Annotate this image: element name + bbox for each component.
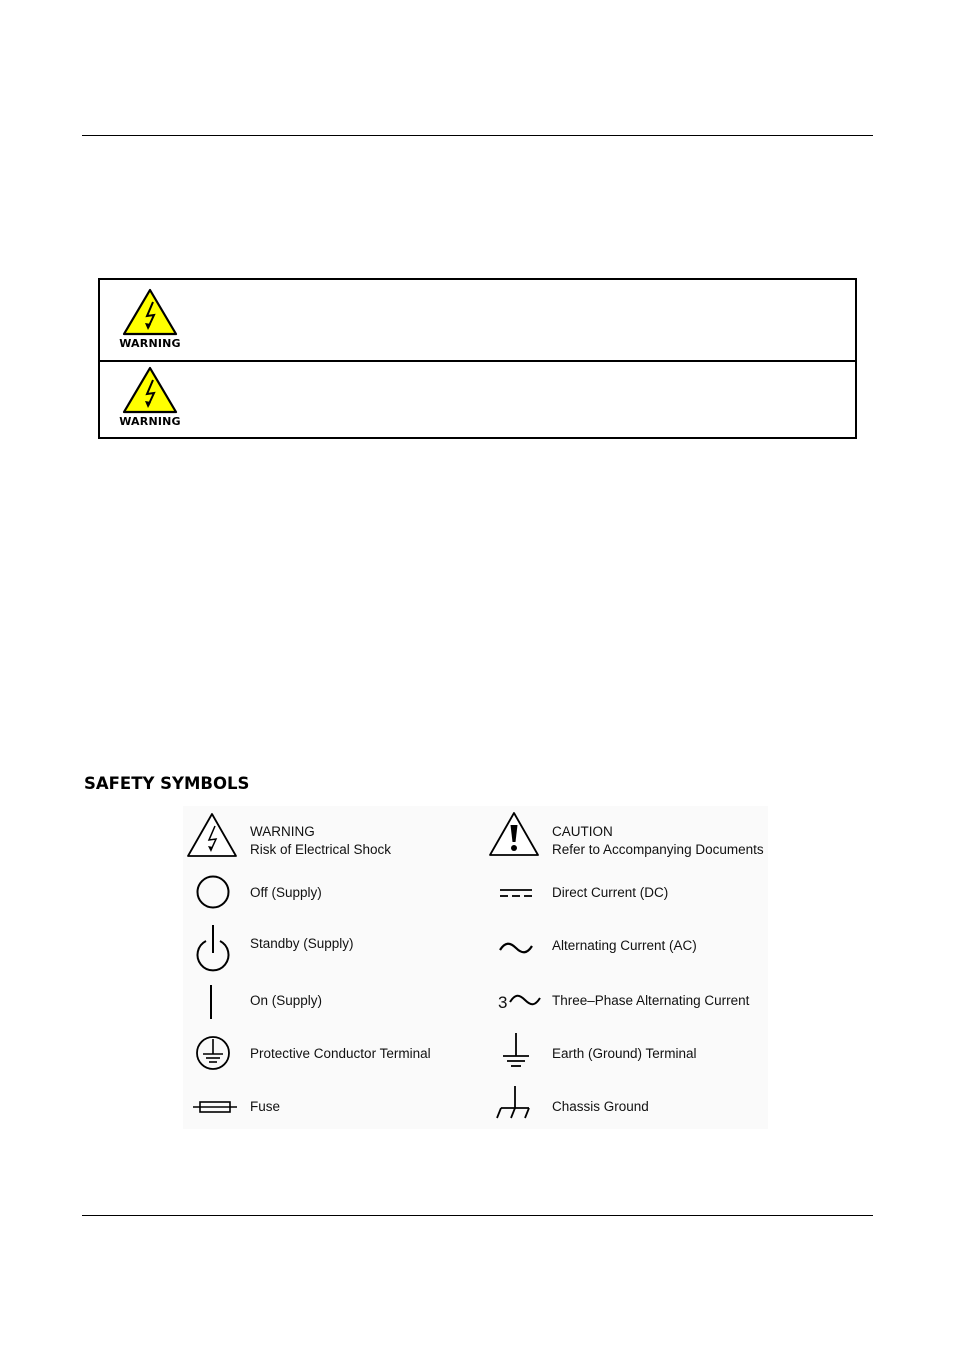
section-title: SAFETY SYMBOLS bbox=[84, 774, 250, 793]
warning-table bbox=[98, 278, 857, 439]
fuse-icon bbox=[192, 1099, 238, 1115]
warning-row bbox=[100, 362, 855, 437]
three-phase-ac-icon bbox=[509, 993, 541, 1007]
header-rule bbox=[82, 135, 873, 136]
symbol-label: Earth (Ground) Terminal bbox=[552, 1046, 697, 1061]
direct-current-icon bbox=[499, 888, 533, 898]
three-phase-prefix: 3 bbox=[498, 993, 508, 1012]
symbol-label: Chassis Ground bbox=[552, 1099, 649, 1114]
symbol-label: Alternating Current (AC) bbox=[552, 938, 697, 953]
warning-block bbox=[117, 366, 183, 428]
symbol-label: CAUTION bbox=[552, 824, 613, 839]
symbol-label: Protective Conductor Terminal bbox=[250, 1046, 431, 1061]
on-supply-icon bbox=[205, 984, 217, 1020]
off-supply-icon bbox=[196, 875, 232, 911]
electric-shock-warning-icon bbox=[186, 812, 238, 858]
standby-supply-icon bbox=[196, 923, 232, 973]
symbol-label: Standby (Supply) bbox=[250, 936, 354, 951]
symbol-label: Fuse bbox=[250, 1099, 281, 1114]
symbol-label: Off (Supply) bbox=[250, 885, 322, 900]
high-voltage-warning-icon bbox=[122, 288, 178, 336]
protective-conductor-terminal-icon bbox=[196, 1034, 232, 1072]
symbol-label: On (Supply) bbox=[250, 993, 323, 1008]
earth-ground-terminal-icon bbox=[501, 1032, 531, 1070]
symbol-label: Refer to Accompanying Documents bbox=[552, 842, 764, 857]
footer-rule bbox=[82, 1215, 873, 1216]
caution-icon bbox=[488, 811, 540, 857]
symbol-label: Three–Phase Alternating Current bbox=[552, 993, 750, 1008]
safety-symbols-panel bbox=[183, 806, 768, 1129]
alternating-current-icon bbox=[499, 941, 533, 955]
symbol-label: WARNING bbox=[250, 824, 315, 839]
chassis-ground-icon bbox=[496, 1085, 532, 1121]
high-voltage-warning-icon bbox=[122, 366, 178, 414]
warning-label: WARNING bbox=[119, 415, 181, 428]
warning-row bbox=[100, 280, 855, 362]
symbol-label: Direct Current (DC) bbox=[552, 885, 669, 900]
warning-block bbox=[117, 288, 183, 350]
warning-label: WARNING bbox=[119, 337, 181, 350]
symbol-label: Risk of Electrical Shock bbox=[250, 842, 392, 857]
